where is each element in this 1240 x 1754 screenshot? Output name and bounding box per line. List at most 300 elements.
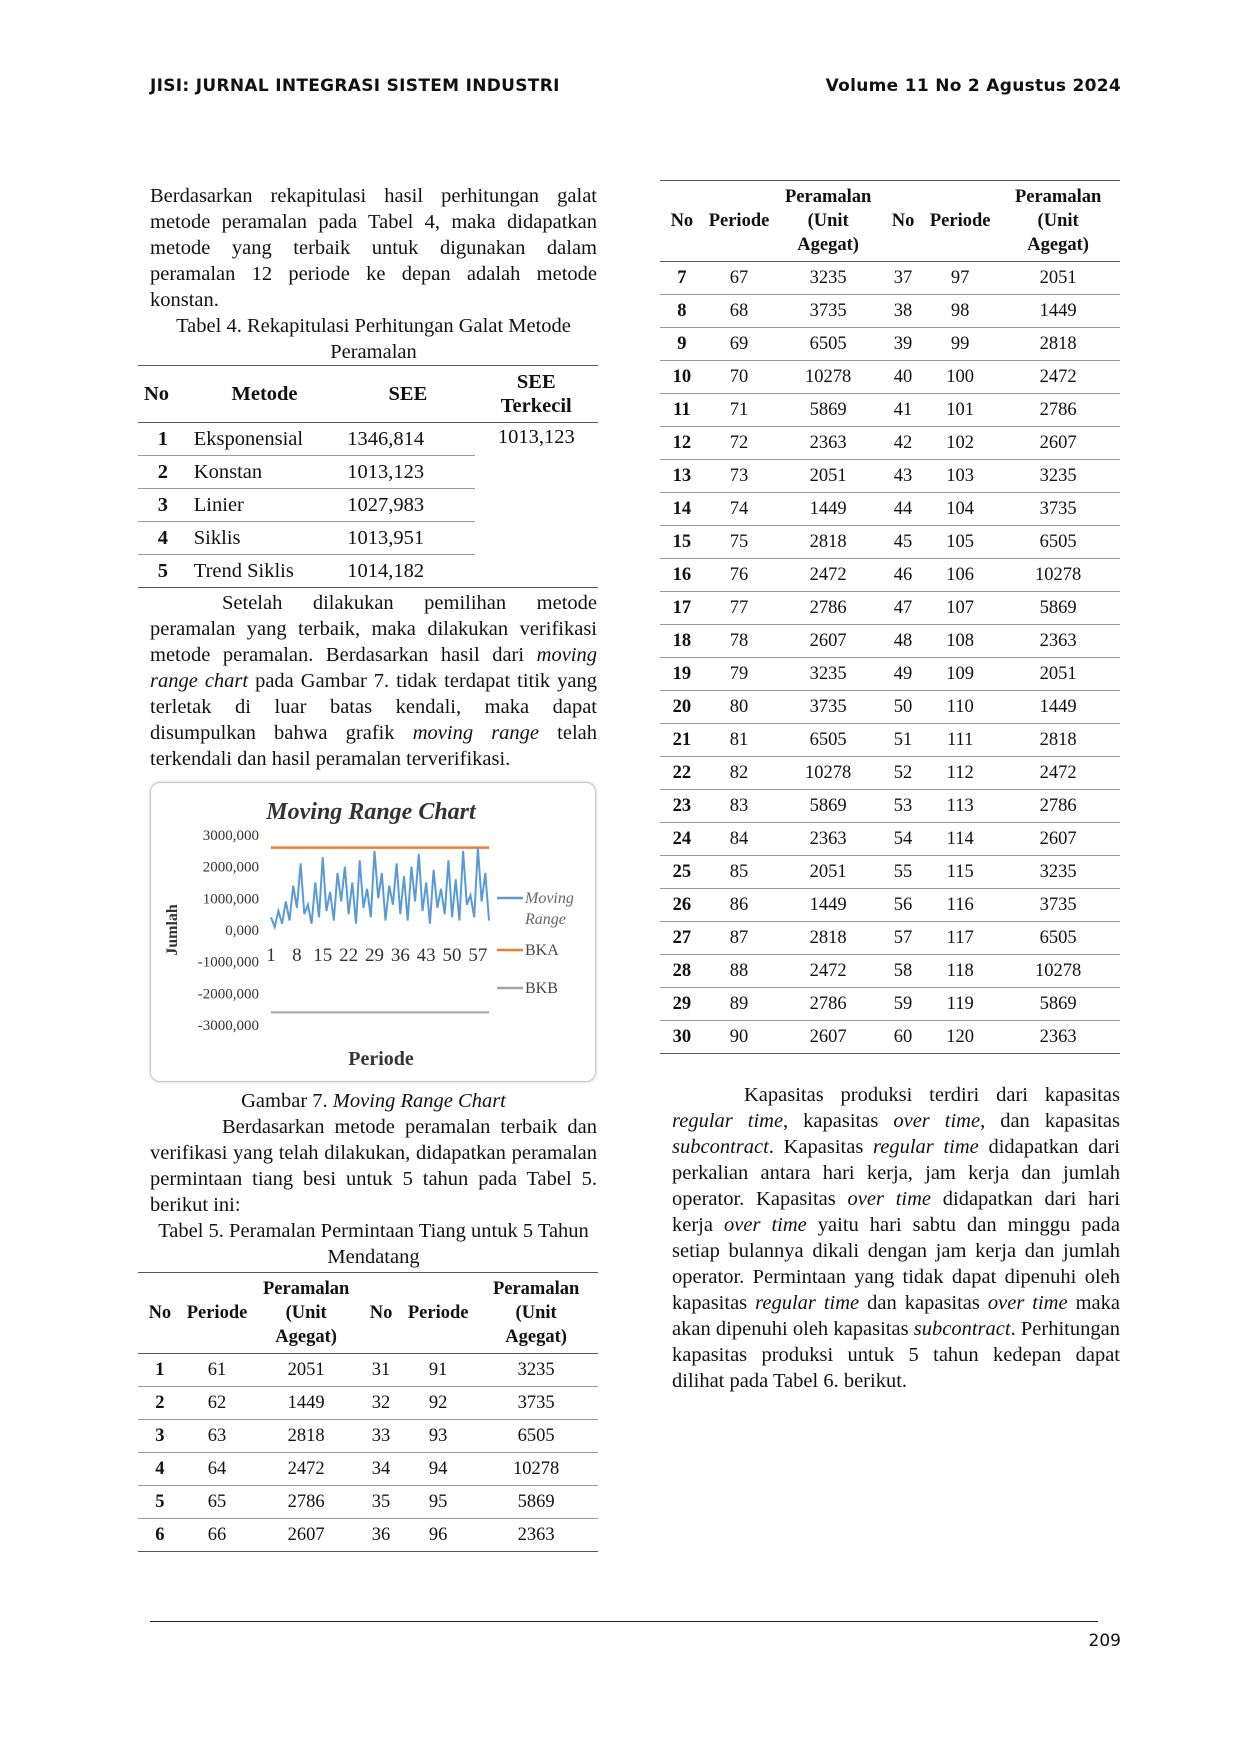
t5-header-line: Agegat): [275, 1327, 337, 1347]
chart-title: Moving Range Chart: [266, 799, 476, 825]
y-tick-label: 1000,000: [202, 891, 259, 908]
left-column: [144, 183, 597, 1552]
t5-header-line: (Unit: [807, 211, 849, 231]
t4-header-metode: Metode: [188, 366, 341, 423]
t5-cell-peramalan: 2363: [774, 427, 882, 460]
t5-cell-periode: 69: [704, 328, 775, 361]
t5-cell-peramalan: 2472: [774, 559, 882, 592]
t5-cell-no: 11: [660, 394, 704, 427]
text-run: didapatkan dari perkalian antara hari kerja, jam kerja dan jumlah operator. Kapasitas: [672, 1136, 1120, 1210]
t5-cell-no: 14: [660, 493, 704, 526]
t5-cell-periode2: 109: [924, 658, 996, 691]
t5-cell-periode2: 106: [924, 559, 996, 592]
t5-cell-no2: 33: [360, 1420, 402, 1453]
t5-row: [660, 1021, 1120, 1054]
t5-row: [660, 460, 1120, 493]
t5-row: [138, 1387, 598, 1420]
t5-cell-no: 28: [660, 955, 704, 988]
t5-header-line: Peramalan: [262, 1279, 350, 1299]
t5-cell-peramalan: 5869: [774, 394, 882, 427]
t5-header-line: Agegat): [797, 235, 859, 255]
t5-cell-periode2: 114: [924, 823, 996, 856]
t5-cell-peramalan2: 2786: [996, 790, 1120, 823]
italic-term: regular time: [873, 1136, 979, 1158]
t5-cell-no2: 43: [882, 460, 924, 493]
t5-cell-peramalan: 2786: [774, 592, 882, 625]
t5-cell-periode: 80: [704, 691, 775, 724]
t5-cell-peramalan2: 5869: [474, 1486, 598, 1519]
t5-cell-periode2: 107: [924, 592, 996, 625]
paragraph-capacity: [672, 1082, 1120, 1394]
x-tick-label: 36: [390, 945, 410, 966]
t5-cell-peramalan: 2051: [774, 856, 882, 889]
legend-label: BKB: [525, 980, 558, 997]
t5-cell-no2: 34: [360, 1453, 402, 1486]
t5-cell-peramalan2: 2051: [996, 658, 1120, 691]
t5-cell-peramalan2: 2607: [996, 823, 1120, 856]
t4-header-no: No: [138, 366, 188, 423]
x-tick-label: 29: [364, 945, 384, 966]
t5-cell-peramalan2: 3735: [474, 1387, 598, 1420]
t5-cell-periode2: 117: [924, 922, 996, 955]
t4-cell-metode: Trend Siklis: [188, 555, 341, 588]
figure-caption-title: Moving Range Chart: [332, 1090, 506, 1112]
t5-header-line: (Unit: [285, 1303, 327, 1323]
t5-header-periode: Periode: [924, 181, 996, 262]
t5-cell-no: 9: [660, 328, 704, 361]
t5-cell-periode: 65: [182, 1486, 253, 1519]
t5-cell-periode2: 120: [924, 1021, 996, 1054]
t5-cell-periode: 63: [182, 1420, 253, 1453]
t5-cell-peramalan: 2472: [774, 955, 882, 988]
t5-cell-peramalan2: 1449: [996, 295, 1120, 328]
t4-cell-metode: Siklis: [188, 522, 341, 555]
t5-cell-no2: 50: [882, 691, 924, 724]
t5-row: [138, 1519, 598, 1552]
t4-cell-metode: Linier: [188, 489, 341, 522]
y-tick-label: 2000,000: [202, 859, 259, 876]
t5-row: [660, 988, 1120, 1021]
t5-row: [660, 757, 1120, 790]
t5-header-no: No: [360, 1273, 402, 1354]
t5-cell-peramalan: 2607: [774, 1021, 882, 1054]
t5-row: [660, 823, 1120, 856]
t5-header-peramalan: [774, 181, 882, 262]
t5-row: [660, 724, 1120, 757]
t5-cell-no2: 47: [882, 592, 924, 625]
t5-cell-no2: 31: [360, 1354, 402, 1387]
t5-cell-periode: 89: [704, 988, 775, 1021]
t5-cell-peramalan: 2818: [252, 1420, 360, 1453]
t5-cell-periode: 75: [704, 526, 775, 559]
t5-cell-no: 29: [660, 988, 704, 1021]
t5-cell-peramalan: 1449: [774, 493, 882, 526]
t5-row: [660, 493, 1120, 526]
t5-header-line: Peramalan: [1014, 187, 1102, 207]
t5-cell-peramalan: 2363: [774, 823, 882, 856]
t5-cell-no: 16: [660, 559, 704, 592]
t5-cell-no: 27: [660, 922, 704, 955]
t5-cell-periode: 76: [704, 559, 775, 592]
text-run: . Perhitungan kapasitas produksi untuk 5 tahun kedepan dapat dilihat pada Tabel 6. berikut.: [672, 1318, 1120, 1392]
t5-cell-peramalan: 10278: [774, 361, 882, 394]
t4-cell-no: 4: [138, 522, 188, 555]
t5-cell-peramalan2: 1449: [996, 691, 1120, 724]
t5-header-no: No: [660, 181, 704, 262]
t5-cell-periode2: 116: [924, 889, 996, 922]
text-run: maka akan dipenuhi oleh kapasitas: [672, 1292, 1120, 1340]
t5-cell-periode: 74: [704, 493, 775, 526]
t5-header-line: (Unit: [1037, 211, 1079, 231]
t5-cell-peramalan: 2786: [774, 988, 882, 1021]
paragraph-3: Berdasarkan metode peramalan terbaik dan verifikasi yang telah dilakukan, didapatkan peramalan permintaan tiang besi untuk 5 tahun pada Tabel 5. berikut ini:: [150, 1116, 597, 1216]
t5-cell-peramalan2: 3235: [474, 1354, 598, 1387]
t5-cell-no2: 51: [882, 724, 924, 757]
moving-range-chart: [151, 783, 595, 1081]
legend-label-part: Moving: [525, 890, 574, 907]
t5-cell-periode2: 92: [402, 1387, 474, 1420]
t5-cell-periode: 70: [704, 361, 775, 394]
t5-cell-periode2: 94: [402, 1453, 474, 1486]
t5-cell-no: 26: [660, 889, 704, 922]
t4-cell-see: 1346,814: [341, 423, 474, 456]
t5-cell-periode2: 95: [402, 1486, 474, 1519]
volume-info: Volume 11 No 2 Agustus 2024: [825, 76, 1121, 96]
table-4: [138, 365, 598, 588]
t5-cell-periode: 62: [182, 1387, 253, 1420]
y-tick-label: -2000,000: [197, 986, 259, 1003]
t5-cell-no2: 48: [882, 625, 924, 658]
t5-cell-periode: 85: [704, 856, 775, 889]
t5-row: [660, 922, 1120, 955]
t5-row: [660, 658, 1120, 691]
t5-header-line: Agegat): [1027, 235, 1089, 255]
table-5-part-2: [660, 180, 1120, 1054]
t5-cell-peramalan2: 2363: [474, 1519, 598, 1552]
x-tick-label: 50: [442, 945, 462, 966]
t5-cell-periode2: 93: [402, 1420, 474, 1453]
y-tick-label: 0,000: [225, 923, 259, 939]
t5-cell-peramalan: 2818: [774, 526, 882, 559]
t5-cell-no2: 59: [882, 988, 924, 1021]
figure-7-caption: [150, 1088, 597, 1114]
t5-header-no: No: [882, 181, 924, 262]
t5-cell-no: 10: [660, 361, 704, 394]
t5-cell-periode2: 112: [924, 757, 996, 790]
t5-cell-no: 1: [138, 1354, 182, 1387]
t5-cell-peramalan2: 2786: [996, 394, 1120, 427]
t5-cell-no: 24: [660, 823, 704, 856]
t5-cell-peramalan2: 3235: [996, 856, 1120, 889]
t4-cell-see: 1014,182: [341, 555, 474, 588]
t5-cell-periode: 78: [704, 625, 775, 658]
italic-term: over time: [893, 1110, 981, 1132]
t5-row: [138, 1453, 598, 1486]
t5-cell-periode: 82: [704, 757, 775, 790]
t5-cell-peramalan2: 10278: [996, 955, 1120, 988]
t5-header-periode: Periode: [704, 181, 775, 262]
t5-cell-periode2: 103: [924, 460, 996, 493]
t5-header-peramalan: [474, 1273, 598, 1354]
italic-term: regular time: [755, 1292, 860, 1314]
t5-cell-no: 15: [660, 526, 704, 559]
text-run: , dan kapasitas: [980, 1110, 1120, 1132]
t5-row: [660, 691, 1120, 724]
t5-cell-peramalan2: 2363: [996, 625, 1120, 658]
t5-row: [660, 295, 1120, 328]
t5-cell-no: 13: [660, 460, 704, 493]
journal-title: JISI: JURNAL INTEGRASI SISTEM INDUSTRI: [150, 76, 560, 96]
t4-cell-no: 3: [138, 489, 188, 522]
t5-cell-peramalan: 2051: [774, 460, 882, 493]
t5-cell-no2: 52: [882, 757, 924, 790]
text-run: didapatkan dari hari kerja: [672, 1188, 1120, 1236]
t5-cell-periode: 86: [704, 889, 775, 922]
t5-cell-no: 17: [660, 592, 704, 625]
t5-cell-periode: 90: [704, 1021, 775, 1054]
t5-cell-peramalan: 2051: [252, 1354, 360, 1387]
t5-row: [138, 1486, 598, 1519]
t5-cell-periode2: 105: [924, 526, 996, 559]
italic-term: regular time: [672, 1110, 784, 1132]
t5-cell-periode2: 100: [924, 361, 996, 394]
italic-term: over time: [724, 1214, 807, 1236]
para2-text-b: pada Gambar 7. tidak terdapat titik yang terletak di luar batas kendali, maka dapat disumpulkan bahwa grafik: [150, 670, 597, 744]
t5-cell-no2: 58: [882, 955, 924, 988]
t5-header-no: No: [138, 1273, 182, 1354]
t5-cell-periode: 64: [182, 1453, 253, 1486]
t5-cell-peramalan2: 5869: [996, 988, 1120, 1021]
t5-cell-peramalan2: 3735: [996, 889, 1120, 922]
t5-cell-periode: 84: [704, 823, 775, 856]
t5-cell-peramalan: 2607: [774, 625, 882, 658]
t4-header-see-terkecil: SEE Terkecil: [475, 366, 598, 423]
t5-cell-no2: 46: [882, 559, 924, 592]
t5-cell-periode: 73: [704, 460, 775, 493]
t5-cell-periode2: 91: [402, 1354, 474, 1387]
t5-row: [660, 526, 1120, 559]
t5-cell-peramalan: 3235: [774, 262, 882, 295]
t5-cell-peramalan: 2472: [252, 1453, 360, 1486]
table5-caption: Tabel 5. Peramalan Permintaan Tiang untuk 5 Tahun Mendatang: [158, 1220, 589, 1268]
t5-cell-peramalan: 3735: [774, 295, 882, 328]
t5-cell-no2: 37: [882, 262, 924, 295]
t5-row: [138, 1354, 598, 1387]
t5-cell-peramalan: 6505: [774, 724, 882, 757]
y-tick-label: -1000,000: [197, 954, 259, 971]
x-tick-label: 22: [339, 945, 359, 966]
t5-cell-peramalan2: 2472: [996, 361, 1120, 394]
t5-row: [660, 394, 1120, 427]
t5-cell-peramalan2: 2472: [996, 757, 1120, 790]
para2-italic-1: moving range chart: [150, 644, 597, 692]
t5-cell-peramalan2: 2818: [996, 328, 1120, 361]
t5-cell-no2: 39: [882, 328, 924, 361]
para2-italic-2: moving range: [412, 722, 540, 744]
t5-header-periode: Periode: [402, 1273, 474, 1354]
t5-cell-periode: 87: [704, 922, 775, 955]
t5-cell-no2: 57: [882, 922, 924, 955]
moving-range-line: [271, 848, 489, 927]
t5-row: [660, 592, 1120, 625]
t5-cell-no2: 40: [882, 361, 924, 394]
t5-cell-no2: 60: [882, 1021, 924, 1054]
t5-cell-peramalan2: 2818: [996, 724, 1120, 757]
x-tick-label: 8: [292, 945, 302, 966]
t5-cell-no2: 38: [882, 295, 924, 328]
text-run: dan kapasitas: [859, 1292, 988, 1314]
t5-cell-periode: 68: [704, 295, 775, 328]
t5-cell-no2: 35: [360, 1486, 402, 1519]
t5-header-line: Peramalan: [784, 187, 872, 207]
t5-row: [660, 790, 1120, 823]
t5-cell-no: 5: [138, 1486, 182, 1519]
t5-cell-no: 6: [138, 1519, 182, 1552]
t5-cell-peramalan2: 2607: [996, 427, 1120, 460]
t5-cell-periode: 77: [704, 592, 775, 625]
t5-row: [660, 856, 1120, 889]
page-number: 209: [1088, 1631, 1121, 1651]
t5-cell-peramalan: 1449: [252, 1387, 360, 1420]
t5-cell-periode2: 115: [924, 856, 996, 889]
t5-cell-periode2: 98: [924, 295, 996, 328]
t5-cell-no: 3: [138, 1420, 182, 1453]
text-run: . Kapasitas: [768, 1136, 874, 1158]
t5-cell-periode2: 96: [402, 1519, 474, 1552]
t5-cell-no2: 49: [882, 658, 924, 691]
t5-cell-peramalan2: 6505: [474, 1420, 598, 1453]
t4-cell-see: 1013,951: [341, 522, 474, 555]
t5-cell-peramalan: 2607: [252, 1519, 360, 1552]
t5-cell-periode2: 104: [924, 493, 996, 526]
t5-cell-peramalan2: 2363: [996, 1021, 1120, 1054]
para2-text-c: telah terkendali dan hasil peramalan terverifikasi.: [150, 722, 597, 770]
t5-cell-periode: 71: [704, 394, 775, 427]
t5-cell-periode2: 111: [924, 724, 996, 757]
t4-row: [138, 423, 598, 456]
x-tick-label: 57: [468, 945, 488, 966]
t5-cell-no: 22: [660, 757, 704, 790]
t5-cell-no: 30: [660, 1021, 704, 1054]
t5-cell-no2: 44: [882, 493, 924, 526]
t5-cell-periode: 67: [704, 262, 775, 295]
t4-cell-no: 5: [138, 555, 188, 588]
t5-cell-periode2: 97: [924, 262, 996, 295]
t5-header-line: Agegat): [505, 1327, 567, 1347]
x-tick-label: 1: [266, 945, 276, 966]
figure-caption-prefix: Gambar 7.: [241, 1090, 333, 1112]
t5-cell-peramalan2: 5869: [996, 592, 1120, 625]
table4-caption: Tabel 4. Rekapitulasi Perhitungan Galat Metode Peramalan: [176, 315, 571, 363]
x-axis-label: Periode: [348, 1048, 414, 1070]
t5-cell-periode2: 110: [924, 691, 996, 724]
t5-cell-periode: 79: [704, 658, 775, 691]
t5-header-line: Peramalan: [492, 1279, 580, 1299]
t5-cell-no2: 56: [882, 889, 924, 922]
t5-row: [660, 427, 1120, 460]
t5-cell-no: 8: [660, 295, 704, 328]
t5-cell-periode2: 113: [924, 790, 996, 823]
t5-row: [660, 361, 1120, 394]
t5-cell-no: 23: [660, 790, 704, 823]
legend-label-part: Range: [525, 911, 566, 928]
t5-row: [138, 1420, 598, 1453]
t5-cell-no: 7: [660, 262, 704, 295]
t5-row: [660, 262, 1120, 295]
italic-term: subcontract: [672, 1136, 769, 1158]
t5-cell-no: 19: [660, 658, 704, 691]
t5-cell-periode2: 108: [924, 625, 996, 658]
paragraph-2: [150, 590, 597, 772]
t5-cell-no: 12: [660, 427, 704, 460]
t5-cell-no2: 41: [882, 394, 924, 427]
t5-cell-periode2: 119: [924, 988, 996, 1021]
t4-body: [138, 423, 598, 588]
t5-cell-peramalan2: 6505: [996, 526, 1120, 559]
t5-cell-peramalan: 1449: [774, 889, 882, 922]
t4-cell-metode: Konstan: [188, 456, 341, 489]
t5-cell-periode: 66: [182, 1519, 253, 1552]
t5-row: [660, 955, 1120, 988]
t5-cell-no: 2: [138, 1387, 182, 1420]
right-column: [672, 180, 1120, 1394]
t5-cell-periode2: 99: [924, 328, 996, 361]
t5-cell-no: 25: [660, 856, 704, 889]
t5-cell-no2: 53: [882, 790, 924, 823]
italic-term: over time: [987, 1292, 1068, 1314]
t5-cell-no: 20: [660, 691, 704, 724]
t4-cell-no: 2: [138, 456, 188, 489]
t5-cell-peramalan: 2786: [252, 1486, 360, 1519]
t5-cell-periode: 61: [182, 1354, 253, 1387]
t5-cell-peramalan2: 2051: [996, 262, 1120, 295]
text-run: , kapasitas: [783, 1110, 894, 1132]
footer-rule: [150, 1621, 1098, 1622]
t5-row: [660, 559, 1120, 592]
para2-text-a: Setelah dilakukan pemilihan metode peramalan yang terbaik, maka dilakukan verifikasi metode peramalan. Berdasarkan hasil dari: [150, 592, 597, 666]
t5-cell-peramalan: 2818: [774, 922, 882, 955]
t5-cell-periode: 81: [704, 724, 775, 757]
t4-cell-see: 1027,983: [341, 489, 474, 522]
x-tick-label: 43: [416, 945, 436, 966]
text-run: yaitu hari sabtu dan minggu pada setiap bulannya dikali dengan jam kerja dan jumlah operator. Permintaan yang tidak dapat dipenuhi oleh kapasitas: [672, 1214, 1120, 1314]
t5-header-peramalan: [252, 1273, 360, 1354]
t5-cell-peramalan2: 6505: [996, 922, 1120, 955]
t5-cell-peramalan: 3235: [774, 658, 882, 691]
t5-header-line: (Unit: [515, 1303, 557, 1323]
t5-cell-no2: 42: [882, 427, 924, 460]
text-run: Kapasitas produksi terdiri dari kapasitas: [744, 1084, 1120, 1106]
t5-row: [660, 625, 1120, 658]
t5-cell-peramalan2: 10278: [474, 1453, 598, 1486]
t5-cell-peramalan2: 3735: [996, 493, 1120, 526]
italic-term: subcontract: [913, 1318, 1011, 1340]
t5-cell-periode: 83: [704, 790, 775, 823]
t5-cell-no: 18: [660, 625, 704, 658]
t5-cell-no2: 45: [882, 526, 924, 559]
y-tick-label: 3000,000: [202, 828, 259, 844]
legend-label: BKA: [525, 942, 559, 959]
t4-header-see: SEE: [341, 366, 474, 423]
t4-cell-metode: Eksponensial: [188, 423, 341, 456]
t5-cell-no2: 54: [882, 823, 924, 856]
t4-min-see: 1013,123: [475, 423, 598, 588]
t5-cell-peramalan: 6505: [774, 328, 882, 361]
t5-cell-no2: 32: [360, 1387, 402, 1420]
t5-cell-periode2: 118: [924, 955, 996, 988]
y-tick-label: -3000,000: [197, 1018, 259, 1034]
x-tick-label: 15: [313, 945, 333, 966]
